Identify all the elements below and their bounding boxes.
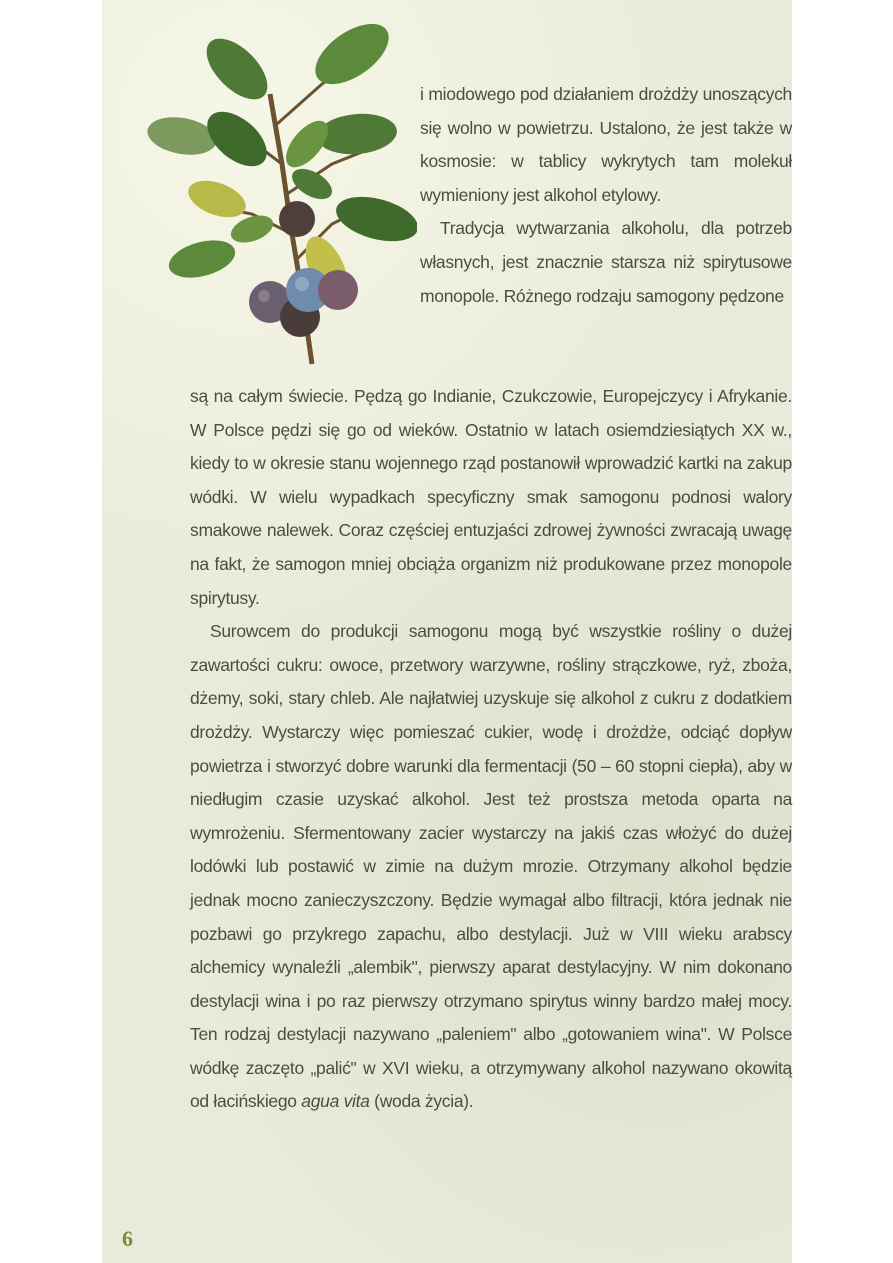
paragraph-continued: są na całym świecie. Pędzą go Indianie, Czukczowie, Europejczycy i Afrykanie. W Polsce pędzi się go od wieków. Ostatnio w latach osiemdziesiątych XX w., kiedy to w okresie stanu wojennego rząd postanowił wprowadzić kartki na zakup wódki. W wielu wypadkach specyficzny smak samogonu podnosi walory smakowe nalewek. Coraz częściej entuzjaści zdrowej żywności zwracają uwagę na fakt, że samogon mniej obciąża organizm niż produkowane przez monopole spirytusy. bbox=[190, 386, 792, 608]
paragraph-samogon bbox=[190, 615, 792, 1119]
book-page bbox=[102, 0, 792, 1263]
paragraph-top-2: Tradycja wytwarzania alkoholu, dla potrzeb własnych, jest znacznie starsza niż spirytusowe monopole. Różnego rodzaju samogony pędzone bbox=[420, 218, 792, 306]
page-number: 6 bbox=[122, 1226, 133, 1251]
body-text-block bbox=[190, 380, 792, 1119]
plum-branch-illustration bbox=[142, 14, 417, 369]
latin-term: agua vita bbox=[301, 1091, 370, 1112]
paragraph-top-1: i miodowego pod działaniem drożdży unoszących się wolno w powietrzu. Ustalono, że jest także w kosmosie: w tablicy wykrytych tam molekuł wymieniony jest alkohol etylowy. bbox=[420, 84, 792, 205]
top-text-block bbox=[420, 78, 792, 313]
paragraph-samogon-text: Surowcem do produkcji samogonu mogą być wszystkie rośliny o dużej zawartości cukru: owoce, przetwory warzywne, rośliny strączkowe, ryż, zboża, dżemy, soki, stary chleb. Ale najłatwiej uzyskuje się alkohol z cukru z dodatkiem drożdży. Wystarczy więc pomieszać cukier, wodę i drożdże, odciąć dopływ powietrza i stworzyć dobre warunki dla fermentacji (50 – 60 stopni ciepła), aby w niedługim czasie uzyskać alkohol. Jest też prostsza metoda oparta na wymrożeniu. Sfermentowany zacier wystarczy na jakiś czas włożyć do dużej lodówki lub postawić w zimie na dużym mrozie. Otrzymany alkohol będzie jednak mocno zanieczyszczony. Będzie wymagał albo filtracji, która jednak nie pozbawi go przykrego zapachu, albo destylacji. Już w VIII wieku arabscy alchemicy wynaleźli „alembik", pierwszy aparat destylacyjny. W nim dokonano destylacji wina i po raz pierwszy otrzymano spirytus winny bardzo małej mocy. Ten rodzaj destylacji nazywano „paleniem" albo „gotowaniem wina". W Polsce wódkę zaczęto „palić" w XVI wieku, a otrzymywany alkohol nazywano okowitą od łacińskiego bbox=[190, 621, 792, 1112]
paragraph-samogon-end: (woda życia). bbox=[374, 1091, 474, 1112]
